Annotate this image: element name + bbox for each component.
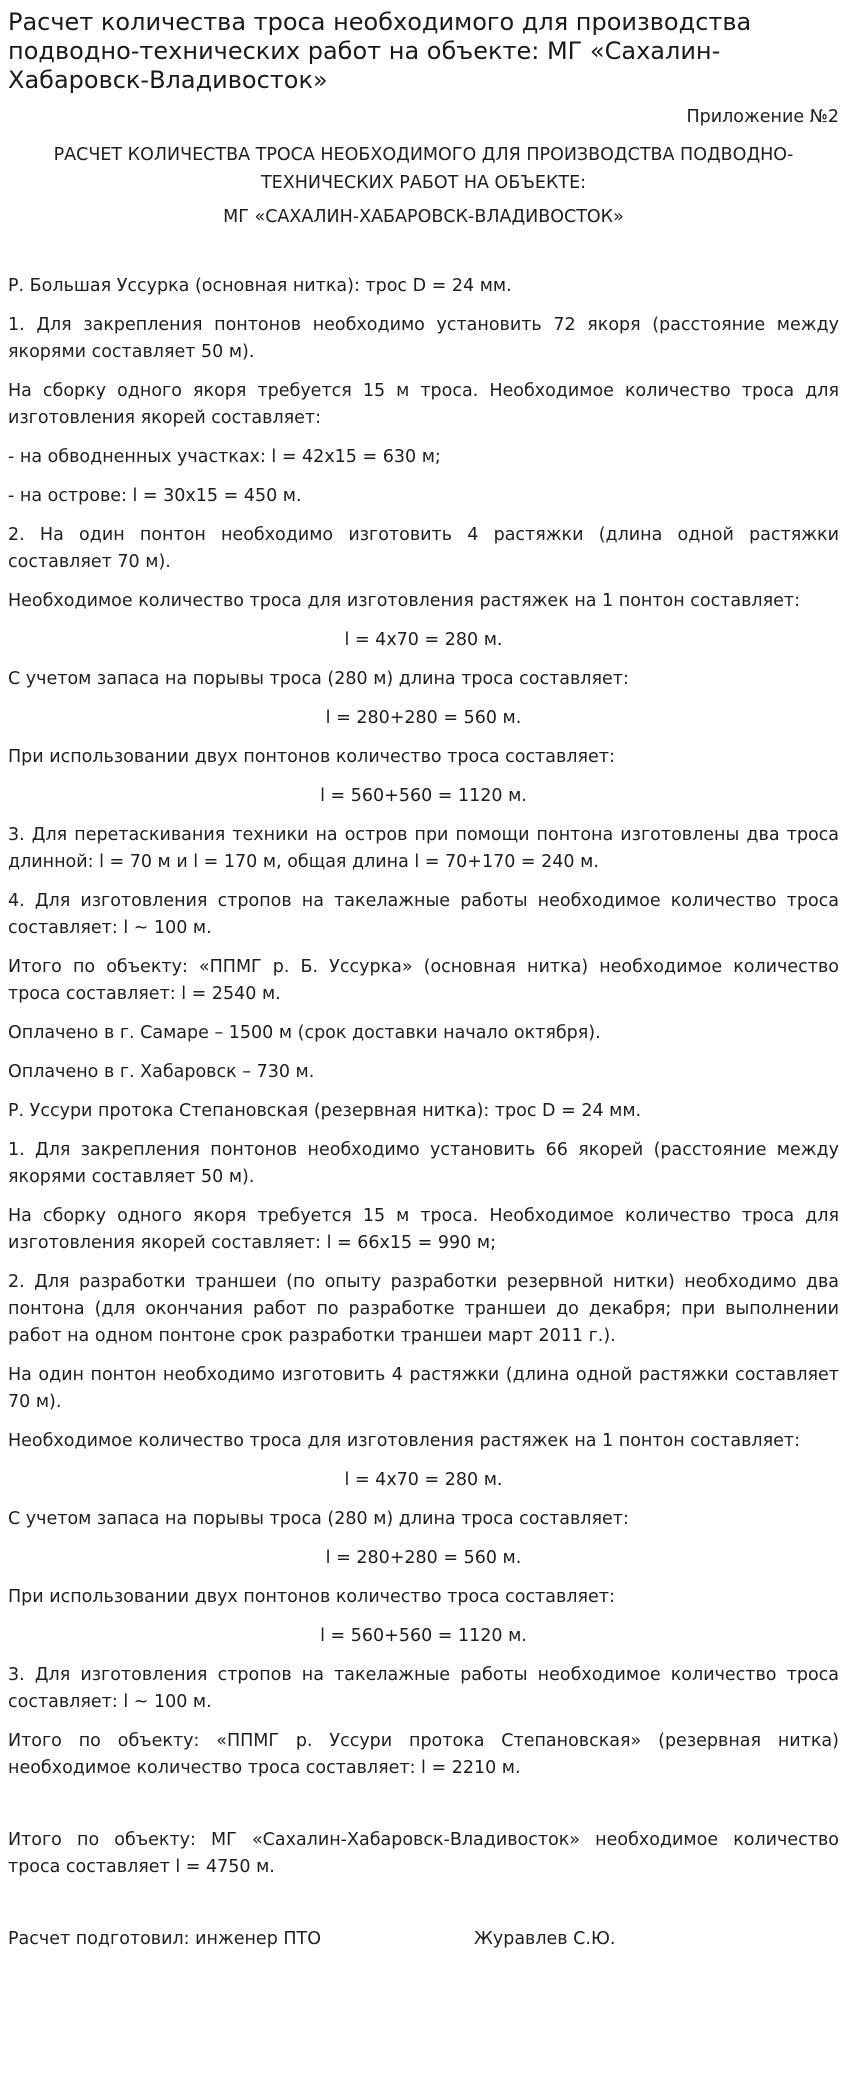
paragraph: При использовании двух понтонов количество троса составляет: [8,747,615,767]
formula: l = 4х70 = 280 м. [344,630,503,650]
appendix-label: Приложение №2 [686,107,839,127]
spacer [8,1794,839,1827]
signature-row [8,1926,839,1953]
spacer [8,1893,839,1926]
document-title: Расчет количества троса необходимого для производства подводно-технических работ на объекте: МГ «Сахалин-Хабаровск-Владивосток» [8,8,752,94]
paragraph: На сборку одного якоря требуется 15 м троса. Необходимое количество троса для изготовления якорей составляет: l = 66х15 = 990 м; [8,1206,839,1253]
paragraph: При использовании двух понтонов количество троса составляет: [8,1587,615,1607]
paragraph: С учетом запаса на порывы троса (280 м) длина троса составляет: [8,669,629,689]
paragraph: С учетом запаса на порывы троса (280 м) длина троса составляет: [8,1509,629,1529]
paragraph: 1. Для закрепления понтонов необходимо установить 66 якорей (расстояние между якорями составляет 50 м). [8,1140,839,1187]
heading-line-1: РАСЧЕТ КОЛИЧЕСТВА ТРОСА НЕОБХОДИМОГО ДЛЯ ПРОИЗВОДСТВА ПОДВОДНО-ТЕХНИЧЕСКИХ РАБОТ НА ОБЪЕКТЕ: [53,145,794,193]
formula: l = 280+280 = 560 м. [325,1548,522,1568]
formula: l = 4х70 = 280 м. [344,1470,503,1490]
paragraph: Итого по объекту: «ППМГ р. Уссури протока Степановская» (резервная нитка) необходимое количество троса составляет: l = 2210 м. [8,1731,839,1778]
grand-total: Итого по объекту: МГ «Сахалин-Хабаровск-Владивосток» необходимое количество троса составляет l = 4750 м. [8,1830,839,1877]
paragraph: Необходимое количество троса для изготовления растяжек на 1 понтон составляет: [8,1431,800,1451]
paragraph: - на обводненных участках: l = 42х15 = 630 м; [8,447,441,467]
paragraph: 4. Для изготовления стропов на такелажные работы необходимое количество троса составляет: l ~ 100 м. [8,891,839,938]
paragraph: Р. Уссури протока Степановская (резервная нитка): трос D = 24 мм. [8,1101,642,1121]
signatory-name: Журавлев С.Ю. [474,1929,616,1949]
paragraph: Р. Большая Уссурка (основная нитка): трос D = 24 мм. [8,276,512,296]
paragraph: 3. Для изготовления стропов на такелажные работы необходимое количество троса составляет: l ~ 100 м. [8,1665,839,1712]
paragraph: Итого по объекту: «ППМГ р. Б. Уссурка» (основная нитка) необходимое количество троса составляет: l = 2540 м. [8,957,839,1004]
paragraph: 2. Для разработки траншеи (по опыту разработки резервной нитки) необходимо два понтона (для окончания работ по разработке траншеи до декабря; при выполнении работ на одном понтоне срок разработки траншеи март 2011 г.). [8,1272,839,1346]
paragraph: 1. Для закрепления понтонов необходимо установить 72 якоря (расстояние между якорями составляет 50 м). [8,315,839,362]
paragraph: На один понтон необходимо изготовить 4 растяжки (длина одной растяжки составляет 70 м). [8,1365,839,1412]
formula: l = 560+560 = 1120 м. [320,1626,527,1646]
paragraph: Оплачено в г. Самаре – 1500 м (срок доставки начало октября). [8,1023,601,1043]
section-main-line [8,273,839,1086]
paragraph: - на острове: l = 30х15 = 450 м. [8,486,302,506]
heading-line-2: МГ «САХАЛИН-ХАБАРОВСК-ВЛАДИВОСТОК» [223,207,624,227]
prepared-by-label: Расчет подготовил: инженер ПТО [8,1929,321,1949]
formula: l = 560+560 = 1120 м. [320,786,527,806]
paragraph: Необходимое количество троса для изготовления растяжек на 1 понтон составляет: [8,591,800,611]
paragraph: Оплачено в г. Хабаровск – 730 м. [8,1062,315,1082]
paragraph: На сборку одного якоря требуется 15 м троса. Необходимое количество троса для изготовления якорей составляет: [8,381,839,428]
paragraph: 3. Для перетаскивания техники на остров при помощи понтона изготовлены два троса длинной: l = 70 м и l = 170 м, общая длина l = 70+170 = 240 м. [8,825,839,872]
formula: l = 280+280 = 560 м. [325,708,522,728]
section-reserve-line [8,1098,839,1782]
paragraph: 2. На один понтон необходимо изготовить 4 растяжки (длина одной растяжки составляет 70 м). [8,525,839,572]
